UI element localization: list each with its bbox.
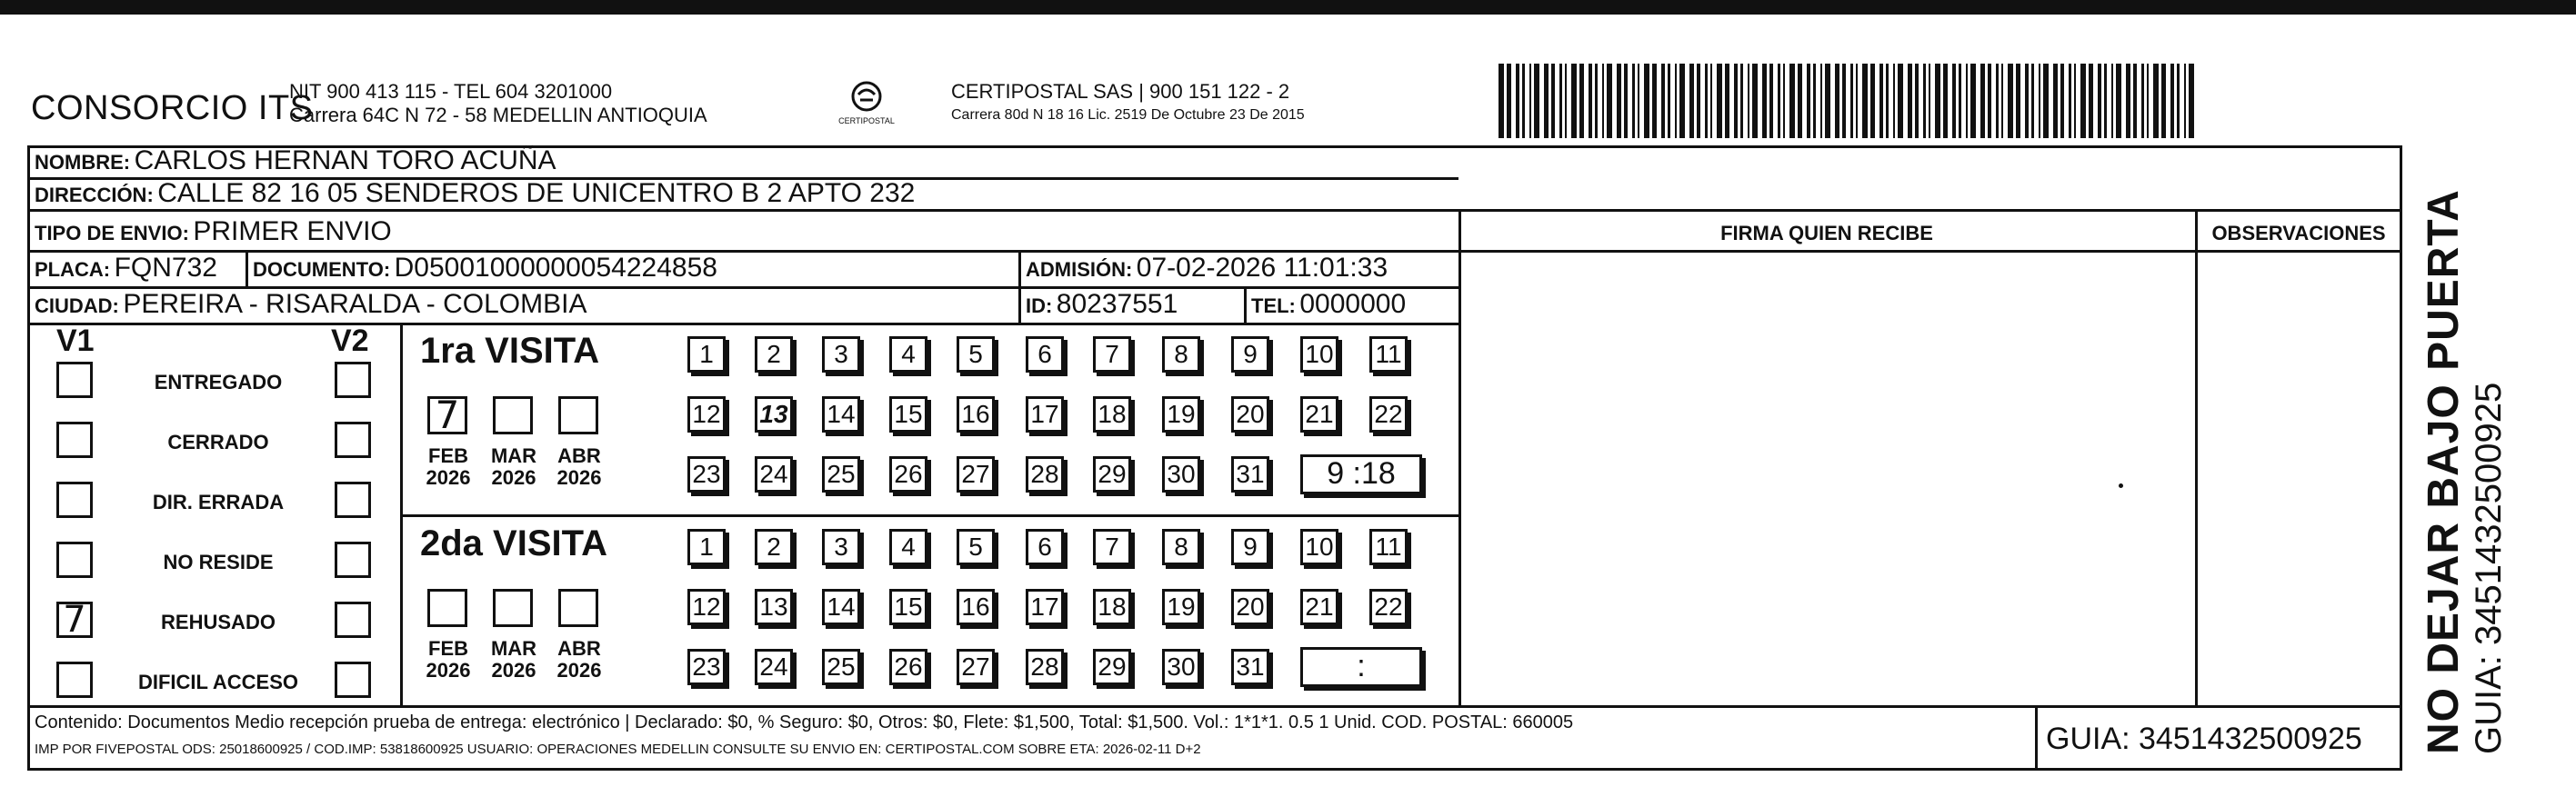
tipo-envio-value: PRIMER ENVIO [193, 216, 392, 246]
month-name: ABR [557, 637, 601, 660]
day-box[interactable]: 4 [889, 336, 927, 373]
day-box[interactable]: 14 [822, 589, 860, 625]
day-box[interactable]: 24 [755, 456, 793, 493]
month-label [482, 638, 546, 682]
cell-divider [2035, 705, 2038, 771]
nombre-value: CARLOS HERNAN TORO ACUÑA [134, 145, 556, 175]
month-year: 2026 [556, 466, 602, 489]
day-box[interactable]: 7 [1093, 529, 1131, 565]
day-box[interactable]: 12 [687, 589, 726, 625]
barcode-bar [2116, 64, 2121, 138]
barcode-bar [1607, 64, 1612, 138]
side-notice [2419, 189, 2510, 754]
barcode-bar [1762, 64, 1767, 138]
barcode-bar [1807, 64, 1810, 138]
day-box[interactable]: 8 [1162, 529, 1200, 565]
day-box[interactable]: 8 [1162, 336, 1200, 373]
company-name: CONSORCIO ITS [31, 89, 314, 127]
logo-text: CERTIPOSTAL [838, 116, 895, 125]
barcode-bar [2133, 64, 2137, 138]
barcode-bar [1748, 64, 1749, 138]
barcode-bar [1668, 64, 1670, 138]
status-label: ENTREGADO [154, 371, 283, 394]
barcode-bar [1850, 64, 1853, 138]
barcode-bar [1617, 64, 1621, 138]
placa-field [35, 253, 217, 284]
visit-title: 1ra VISITA [420, 331, 600, 371]
tel-field [1251, 289, 1406, 320]
month-checkbox[interactable] [493, 589, 533, 627]
barcode-bar [1980, 64, 1985, 138]
month-year: 2026 [556, 659, 602, 682]
admision-label: ADMISIÓN: [1026, 258, 1133, 281]
top-edge-bar [0, 0, 2576, 15]
barcode-bar [1813, 64, 1816, 138]
visit-divider [400, 514, 1458, 517]
barcode-bar [1638, 64, 1639, 138]
day-box[interactable]: 16 [957, 396, 995, 433]
barcode-bar [1507, 64, 1511, 138]
day-box[interactable]: 7 [1093, 336, 1131, 373]
day-box[interactable]: 27 [957, 456, 995, 493]
barcode-bar [2080, 64, 2086, 138]
barcode-bar [2089, 64, 2093, 138]
direccion-label: DIRECCIÓN: [35, 184, 154, 206]
barcode-bar [1589, 64, 1592, 138]
day-box[interactable]: 13 [755, 589, 793, 625]
day-box[interactable]: 28 [1026, 649, 1064, 685]
barcode-bar [1602, 64, 1604, 138]
month-name: MAR [490, 444, 537, 467]
barcode-bar [1970, 64, 1976, 138]
barcode-bar [1879, 64, 1883, 138]
barcode-bar [1734, 64, 1738, 138]
day-box[interactable]: 28 [1026, 456, 1064, 493]
admision-value: 07-02-2026 11:01:33 [1136, 253, 1388, 283]
barcode-bar [1624, 64, 1628, 138]
month-year: 2026 [491, 659, 536, 682]
cell-divider [1244, 286, 1247, 323]
day-box[interactable]: 25 [822, 456, 860, 493]
month-year: 2026 [426, 659, 471, 682]
barcode-bar [2039, 64, 2040, 138]
day-box[interactable]: 6 [1026, 529, 1064, 565]
barcode-bar [1565, 64, 1567, 138]
barcode-bar [1952, 64, 1956, 138]
day-box[interactable]: 31 [1231, 456, 1269, 493]
barcode-bar [1769, 64, 1773, 138]
barcode-bar [2104, 64, 2107, 138]
barcode-bar [1886, 64, 1889, 138]
documento-label: DOCUMENTO: [253, 258, 391, 281]
status-v1-checkbox[interactable] [56, 362, 93, 398]
day-box[interactable]: 15 [889, 589, 927, 625]
day-box[interactable]: 9 [1231, 529, 1269, 565]
guia-number: GUIA: 3451432500925 [2046, 722, 2362, 756]
barcode-bar [1752, 64, 1758, 138]
day-box[interactable]: 16 [957, 589, 995, 625]
barcode-bar [1675, 64, 1677, 138]
day-box[interactable]: 12 [687, 396, 726, 433]
day-box[interactable]: 29 [1093, 456, 1131, 493]
barcode-bar [1996, 64, 1999, 138]
day-box[interactable]: 2 [755, 529, 793, 565]
day-box[interactable]: 22 [1369, 396, 1408, 433]
barcode-bar [1943, 64, 1948, 138]
side-guia: GUIA: 3451432500925 [2469, 382, 2509, 754]
barcode-bar [1923, 64, 1926, 138]
certipostal-address: Carrera 80d N 18 16 Lic. 2519 De Octubre 23 De 2015 [951, 107, 1305, 123]
id-label: ID: [1026, 294, 1053, 317]
day-box[interactable]: 5 [957, 529, 995, 565]
status-v2-checkbox[interactable] [335, 542, 371, 578]
barcode-bar [2170, 64, 2174, 138]
day-box[interactable]: 11 [1369, 336, 1408, 373]
day-box[interactable]: 18 [1093, 589, 1131, 625]
barcode-bar [1725, 64, 1729, 138]
status-label: CERRADO [167, 431, 269, 453]
barcode-bar [1783, 64, 1785, 138]
day-box[interactable]: 22 [1369, 589, 1408, 625]
day-box[interactable]: 31 [1231, 649, 1269, 685]
day-box[interactable]: 1 [687, 529, 726, 565]
barcode-bar [1966, 64, 1968, 138]
status-v1-checkbox[interactable] [56, 482, 93, 518]
documento-value: D05001000000054224858 [394, 253, 717, 283]
day-box[interactable]: 23 [687, 649, 726, 685]
row-divider [27, 209, 2402, 212]
company-info [289, 80, 707, 127]
status-v2-checkbox[interactable] [335, 602, 371, 638]
barcode-bar [2043, 64, 2049, 138]
barcode-bar [1571, 64, 1577, 138]
barcode-bar [2141, 64, 2144, 138]
nombre-label: NOMBRE: [35, 151, 131, 174]
day-box[interactable]: 30 [1162, 649, 1200, 685]
barcode-bar [1579, 64, 1584, 138]
barcode-bar [1870, 64, 1875, 138]
day-box[interactable]: 1 [687, 336, 726, 373]
barcode-bar [1862, 64, 1868, 138]
ciudad-field [35, 289, 586, 320]
tipo-envio-label: TIPO DE ENVIO: [35, 222, 189, 244]
day-box[interactable]: 20 [1231, 589, 1269, 625]
month-checkbox[interactable] [558, 396, 598, 434]
certipostal-logo [835, 76, 898, 131]
barcode-bar [1959, 64, 1961, 138]
day-box[interactable]: 24 [755, 649, 793, 685]
barcode-bar [2111, 64, 2113, 138]
barcode-bar [1710, 64, 1712, 138]
barcode-bar [1652, 64, 1657, 138]
month-checkbox[interactable] [493, 396, 533, 434]
status-label: REHUSADO [161, 611, 276, 633]
status-v1-checkbox[interactable] [56, 542, 93, 578]
barcode-bar [2161, 64, 2166, 138]
placa-value: FQN732 [114, 253, 217, 283]
barcode-bar [2069, 64, 2071, 138]
status-v2-checkbox[interactable] [335, 422, 371, 458]
barcode-bar [1856, 64, 1858, 138]
day-box[interactable]: 21 [1300, 396, 1338, 433]
day-box[interactable]: 29 [1093, 649, 1131, 685]
day-box[interactable]: 6 [1026, 336, 1064, 373]
month-checkbox[interactable] [558, 589, 598, 627]
barcode-bar [2031, 64, 2034, 138]
month-year: 2026 [426, 466, 471, 489]
day-box-marked[interactable]: 13 [755, 396, 793, 433]
day-box[interactable]: 21 [1300, 589, 1338, 625]
month-name: FEB [428, 637, 468, 660]
no-dejar-bajo-puerta: NO DEJAR BAJO PUERTA [2420, 189, 2468, 754]
day-box[interactable]: 27 [957, 649, 995, 685]
day-box[interactable]: 23 [687, 456, 726, 493]
day-box[interactable]: 26 [889, 649, 927, 685]
v2-header: V2 [331, 324, 369, 358]
barcode-bar [1935, 64, 1940, 138]
month-name: FEB [428, 444, 468, 467]
barcode-bar [1595, 64, 1598, 138]
footer-print-info: IMP POR FIVEPOSTAL ODS: 25018600925 / COD.IMP: 53818600925 USUARIO: OPERACIONES MEDELLIN CONSULTE SU ENVIO EN: CERTIPOSTAL.COM SOBRE ETA: 2026-02-11 D+2 [35, 742, 1201, 757]
barcode-bar [1705, 64, 1708, 138]
status-v2-checkbox[interactable] [335, 362, 371, 398]
barcode-bar [1498, 64, 1504, 138]
barcode-bar [1544, 64, 1549, 138]
barcode-bar [1825, 64, 1830, 138]
admision-field [1026, 253, 1388, 284]
barcode-bar [1740, 64, 1743, 138]
month-label [547, 445, 611, 489]
day-box[interactable]: 11 [1369, 529, 1408, 565]
barcode-bar [1789, 64, 1795, 138]
day-box[interactable]: 19 [1162, 396, 1200, 433]
stray-mark [2119, 483, 2123, 488]
day-box[interactable]: 4 [889, 529, 927, 565]
barcode-bar [1516, 64, 1519, 138]
status-v2-checkbox[interactable] [335, 482, 371, 518]
barcode-bar [2016, 64, 2020, 138]
visit-time-box[interactable]: 9 :18 [1300, 454, 1422, 494]
barcode-bar [2053, 64, 2058, 138]
status-label: NO RESIDE [163, 551, 274, 573]
footer-contents: Contenido: Documentos Medio recepción prueba de entrega: electrónico | Declarado: $0, % Seguro: $0, Otros: $0, Flete: $1,500, Total: $1,500. Vol.: 1*1*1. 0.5 1 Unid. COD. POSTAL: 660005 [35, 712, 1574, 732]
day-box[interactable]: 19 [1162, 589, 1200, 625]
day-box[interactable]: 17 [1026, 589, 1064, 625]
visit-title: 2da VISITA [420, 523, 607, 563]
barcode-bar [2184, 64, 2186, 138]
barcode-bar [2147, 64, 2149, 138]
month-year: 2026 [491, 466, 536, 489]
barcode-bar [2098, 64, 2101, 138]
row-divider [27, 323, 1458, 325]
barcode-bar [2074, 64, 2076, 138]
col-divider [400, 323, 403, 705]
v1-header: V1 [56, 324, 95, 358]
day-box[interactable]: 18 [1093, 396, 1131, 433]
month-checkbox[interactable] [427, 589, 467, 627]
barcode-bar [1632, 64, 1635, 138]
day-box[interactable]: 3 [822, 336, 860, 373]
barcode-bar [2126, 64, 2130, 138]
day-box[interactable]: 26 [889, 456, 927, 493]
barcode-bar [1529, 64, 1531, 138]
documento-field [253, 253, 717, 284]
month-name: MAR [490, 637, 537, 660]
barcode-bar [2177, 64, 2180, 138]
id-value: 80237551 [1056, 289, 1178, 319]
footer-divider [27, 705, 2402, 708]
status-v1-checkbox[interactable] [56, 422, 93, 458]
day-box[interactable]: 9 [1231, 336, 1269, 373]
day-box[interactable]: 3 [822, 529, 860, 565]
col-divider [1458, 209, 1461, 705]
barcode-bar [1689, 64, 1694, 138]
barcode-bar [1522, 64, 1525, 138]
firma-header: FIRMA QUIEN RECIBE [1720, 222, 1933, 244]
day-box[interactable]: 25 [822, 649, 860, 685]
day-box[interactable]: 17 [1026, 396, 1064, 433]
placa-label: PLACA: [35, 258, 111, 281]
barcode-bar [1820, 64, 1822, 138]
status-v1-checkbox[interactable]: 7 [56, 602, 93, 638]
company-address: Carrera 64C N 72 - 58 MEDELLIN ANTIOQUIA [289, 104, 707, 126]
month-label [547, 638, 611, 682]
day-box[interactable]: 15 [889, 396, 927, 433]
day-box[interactable]: 20 [1231, 396, 1269, 433]
col-divider [2195, 209, 2198, 705]
barcode-bar [1915, 64, 1919, 138]
barcode-bar [1644, 64, 1649, 138]
status-v1-checkbox[interactable] [56, 662, 93, 698]
month-label [416, 638, 480, 682]
visit-time-box[interactable]: : [1300, 647, 1422, 687]
month-label [416, 445, 480, 489]
day-box[interactable]: 30 [1162, 456, 1200, 493]
cell-divider [246, 250, 248, 286]
barcode-bar [1798, 64, 1802, 138]
day-box[interactable]: 2 [755, 336, 793, 373]
barcode-bar [2153, 64, 2159, 138]
barcode-bar [1898, 64, 1903, 138]
ciudad-label: CIUDAD: [35, 294, 119, 317]
direccion-value: CALLE 82 16 05 SENDEROS DE UNICENTRO B 2 APTO 232 [157, 178, 916, 208]
barcode-bar [1679, 64, 1685, 138]
day-box[interactable]: 5 [957, 336, 995, 373]
month-checkbox[interactable]: 7 [427, 396, 467, 434]
barcode-bar [2060, 64, 2064, 138]
barcode-bar [2008, 64, 2013, 138]
id-field [1026, 289, 1178, 320]
barcode-bar [1893, 64, 1895, 138]
day-box[interactable]: 10 [1300, 529, 1338, 565]
barcode-bar [1551, 64, 1555, 138]
barcode-bar [1661, 64, 1665, 138]
barcode [1498, 64, 2202, 138]
month-label [482, 445, 546, 489]
barcode-bar [1534, 64, 1539, 138]
ciudad-value: PEREIRA - RISARALDA - COLOMBIA [123, 289, 587, 319]
tel-value: 0000000 [1299, 289, 1407, 319]
company-nit: NIT 900 413 115 - TEL 604 3201000 [289, 80, 613, 103]
cell-divider [1018, 250, 1021, 323]
certipostal-nit: CERTIPOSTAL SAS | 900 151 122 - 2 [951, 80, 1290, 103]
barcode-bar [2001, 64, 2003, 138]
status-label: DIR. ERRADA [152, 491, 285, 513]
barcode-bar [1929, 64, 1930, 138]
tel-label: TEL: [1251, 294, 1296, 317]
direccion-field [35, 178, 915, 209]
barcode-bar [1559, 64, 1562, 138]
day-box[interactable]: 10 [1300, 336, 1338, 373]
barcode-bar [1697, 64, 1700, 138]
barcode-bar [1717, 64, 1722, 138]
day-box[interactable]: 14 [822, 396, 860, 433]
observaciones-header: OBSERVACIONES [2211, 222, 2386, 244]
barcode-bar [2189, 64, 2194, 138]
tipo-envio-field [35, 216, 392, 247]
barcode-bar [1835, 64, 1839, 138]
barcode-bar [1908, 64, 1912, 138]
barcode-bar [1842, 64, 1846, 138]
barcode-bar [1778, 64, 1780, 138]
certipostal-info [951, 80, 1305, 127]
status-v2-checkbox[interactable] [335, 662, 371, 698]
barcode-bar [2025, 64, 2029, 138]
month-name: ABR [557, 444, 601, 467]
status-label: DIFICIL ACCESO [137, 671, 298, 693]
nombre-field [35, 145, 556, 176]
barcode-bar [1988, 64, 1991, 138]
